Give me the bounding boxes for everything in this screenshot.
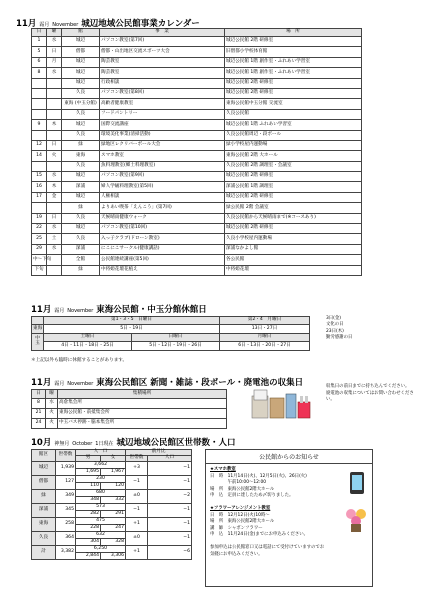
calendar-cell-k: 城辺 — [62, 37, 100, 47]
population-row — [32, 546, 192, 553]
population-table: 館区 世帯数 人 口 前月比 男 女 世帯数 人口 城辺 1,939 3,662 +3 −1 1,695 1,967 僧都 127 230 −1 −1 110 120 緑 349 680 ±0 −2 348 332 深浦 345 573 −1 −1 282 291 東海 258 475 +1 −1 228 247 久良 364 632 ±0 −1 304 328 計 3,382 6,250 +1 −6 2,844 3,306 — [31, 449, 192, 560]
calendar-cell-p: 緑公民館 2階 会議室 — [225, 203, 362, 213]
population-cell-t: 3,662 — [76, 462, 126, 469]
closed-days-title: 11月 霜月 November 東海公民館・中玉分館休館日 — [31, 305, 207, 315]
calendar-row — [32, 109, 362, 119]
mon-header: 月曜日 — [220, 334, 310, 342]
population-cell-m: 228 — [76, 525, 101, 532]
calendar-cell-k: 久良 — [62, 109, 100, 119]
sat-header: 土曜日 — [44, 334, 132, 342]
population-cell-m: 304 — [76, 539, 101, 546]
calendar-cell-k: 久良 — [62, 161, 100, 171]
calendar-cell-e: 入っ子クラブ(ドローン教室) — [100, 234, 225, 244]
closure-note: ＊上記以外も臨時に休館することがあります。 — [31, 358, 128, 363]
population-cell-t: 680 — [76, 490, 126, 497]
calendar-cell-d: 16 — [32, 182, 47, 192]
calendar-cell-d: 17 — [32, 192, 47, 202]
calendar-cell-w: 土 — [47, 234, 62, 244]
calendar-row — [32, 88, 362, 98]
calendar-cell-k: 全館 — [62, 255, 100, 265]
calendar-cell-k: 城辺 — [62, 192, 100, 202]
calendar-row — [32, 37, 362, 47]
calendar-cell-p: 東海公民館 2階 大ホール — [225, 151, 362, 161]
calendar-header-cell: 館 — [62, 29, 100, 37]
population-cell-h: 1,939 — [56, 462, 76, 476]
calendar-cell-e: 国際交流講座 — [100, 120, 225, 130]
population-row — [32, 532, 192, 539]
population-cell-dh: +1 — [126, 546, 148, 560]
recycle-items-icon — [250, 382, 314, 422]
population-cell-m: 348 — [76, 497, 101, 504]
calendar-cell-p: 城辺公民館 1階 ふれあい学習室 — [225, 120, 362, 130]
info-line: 講 師 シャボンフラワー — [210, 525, 263, 531]
calendar-header-cell: 日 — [32, 29, 47, 37]
population-cell-n: 深浦 — [32, 504, 56, 518]
calendar-cell-e: 高齢者健康教室 — [100, 99, 225, 109]
calendar-header-cell: 曜 — [47, 29, 62, 37]
calendar-cell-p: 久良小学校屋内運動場 — [225, 234, 362, 244]
info-line: ★スマホ教室 — [210, 467, 236, 472]
calendar-row — [32, 172, 362, 182]
calendar-cell-w: 月 — [47, 57, 62, 67]
population-cell-h: 364 — [56, 532, 76, 546]
calendar-cell-e: 僧都・山出地区交流スポーツ大会 — [100, 47, 225, 57]
info-line: 気軽にお申込みください。 — [210, 551, 263, 557]
population-cell-f: 332 — [101, 497, 126, 504]
calendar-row — [32, 140, 362, 150]
calendar-cell-d: 1 — [32, 37, 47, 47]
collection-cell-d: 21 — [32, 409, 46, 419]
calendar-cell-p: 東海公民館中玉分館 交流室 — [225, 99, 362, 109]
calendar-cell-w — [47, 88, 62, 98]
population-cell-h: 127 — [56, 476, 76, 490]
calendar-cell-e: 陶芸教室 — [100, 57, 225, 67]
calendar-cell-w: 水 — [47, 244, 62, 254]
calendar-cell-d: 14 — [32, 151, 47, 161]
calendar-cell-d — [32, 203, 47, 213]
calendar-cell-k: 城辺 — [62, 78, 100, 88]
population-cell-f: 3,306 — [101, 553, 126, 560]
calendar-cell-w — [47, 99, 62, 109]
population-cell-t: 573 — [76, 504, 126, 511]
population-cell-f: 247 — [101, 525, 126, 532]
sun-header: 日曜日 — [132, 334, 220, 342]
population-cell-n: 久良 — [32, 532, 56, 546]
calendar-cell-d — [32, 99, 47, 109]
info-line: 申 込 11月24日(金)までにお申込みください。 — [210, 532, 309, 538]
calendar-cell-p: 久良公民館から天候晴雨まで(※コースあり) — [225, 213, 362, 223]
calendar-cell-p: 中将姫花壇 — [225, 265, 362, 275]
calendar-cell-k: 深浦 — [62, 244, 100, 254]
calendar-cell-w: 日 — [47, 140, 62, 150]
population-row — [32, 462, 192, 469]
flower-icon — [342, 505, 370, 533]
collection-cell-p: 東海公民館・前抵集会所 — [58, 409, 227, 419]
population-cell-n: 緑 — [32, 490, 56, 504]
population-cell-n: 計 — [32, 546, 56, 560]
calendar-row — [32, 68, 362, 78]
calendar-cell-p: 城辺公民館 2階 研修室 — [225, 88, 362, 98]
calendar-row — [32, 57, 362, 67]
population-cell-dp: −1 — [148, 532, 192, 546]
collection-row — [32, 409, 227, 419]
population-cell-dp: −1 — [148, 518, 192, 532]
population-cell-h: 349 — [56, 490, 76, 504]
info-line: ★フラワーアレンジメント教室 — [210, 506, 271, 512]
calendar-cell-k: 東海 (中玉分館) — [62, 99, 100, 109]
calendar-cell-k: 城辺 — [62, 120, 100, 130]
calendar-cell-p: 深浦なかよし館 — [225, 244, 362, 254]
empty-cell — [32, 317, 44, 325]
collection-cell-w: 水 — [46, 399, 58, 409]
calendar-cell-k: 城辺 — [62, 224, 100, 234]
calendar-cell-p: 城辺公民館 2階 研修室 — [225, 192, 362, 202]
calendar-row — [32, 255, 362, 265]
population-cell-h: 258 — [56, 518, 76, 532]
calendar-cell-p: 久良公民館 2階 調理室・会議室 — [225, 161, 362, 171]
population-title: 10月 神無月 October 1日現在 城辺地域公民館区世帯数・人口 — [31, 438, 236, 448]
calendar-cell-e: にこにこサークル(健康講話) — [100, 244, 225, 254]
calendar-cell-w: 金 — [47, 192, 62, 202]
calendar-cell-e: 中将姫花壇花植え — [100, 265, 225, 275]
collection-row — [32, 399, 227, 409]
calendar-cell-k: 城辺 — [62, 68, 100, 78]
population-cell-dh: −1 — [126, 476, 148, 490]
calendar-cell-e: 人権相談 — [100, 192, 225, 202]
calendar-cell-e: パソコン教室(第10回) — [100, 224, 225, 234]
calendar-cell-e: 婦人学級料理教室(第5回) — [100, 182, 225, 192]
calendar-header-cell: 事 業 — [100, 29, 225, 37]
calendar-cell-w: 日 — [47, 47, 62, 57]
population-cell-f: 120 — [101, 483, 126, 490]
calendar-cell-k: 城辺 — [62, 172, 100, 182]
calendar-cell-w: 水 — [47, 37, 62, 47]
calendar-cell-w — [47, 109, 62, 119]
info-line: 日 時 12月12日(火)10時～ — [210, 512, 270, 518]
calendar-cell-w: 水 — [47, 224, 62, 234]
calendar-cell-e: 天候晴雨健康ウォーク — [100, 213, 225, 223]
population-cell-dh: ±0 — [126, 532, 148, 546]
population-cell-h: 3,382 — [56, 546, 76, 560]
calendar-row — [32, 203, 362, 213]
calendar-cell-w — [47, 265, 62, 275]
calendar-cell-w: 木 — [47, 120, 62, 130]
calendar-cell-e: フードパントリー — [100, 109, 225, 119]
population-cell-dh: +3 — [126, 462, 148, 476]
calendar-cell-p: 城辺公民館 1階 創作室・ふれあい学習室 — [225, 57, 362, 67]
calendar-cell-e: 環境美化事業(清掃活動) — [100, 130, 225, 140]
calendar-cell-w: 日 — [47, 213, 62, 223]
population-cell-dp: −1 — [148, 476, 192, 490]
population-cell-m: 2,844 — [76, 553, 101, 560]
sat-dates: 4日・11日・18日・25日 — [44, 342, 132, 351]
calendar-cell-w — [47, 78, 62, 88]
tokai-week2: 第2・4 月曜日 — [220, 317, 310, 325]
calendar-cell-k: 緑 — [62, 265, 100, 275]
population-cell-t: 632 — [76, 532, 126, 539]
population-row — [32, 476, 192, 483]
calendar-cell-d: 6 — [32, 57, 47, 67]
collection-cell-p: 高倉集会所 — [58, 399, 227, 409]
calendar-cell-p: 久良公民館 — [225, 109, 362, 119]
population-cell-f: 328 — [101, 539, 126, 546]
calendar-row — [32, 182, 362, 192]
calendar-row — [32, 78, 362, 88]
population-cell-n: 東海 — [32, 518, 56, 532]
calendar-cell-d: 19 — [32, 213, 47, 223]
calendar-row — [32, 47, 362, 57]
calendar-cell-w: 火 — [47, 151, 62, 161]
info-line: 参加申込は公民館窓口又は電話にて受付けていますのでお — [210, 545, 325, 551]
calendar-row — [32, 244, 362, 254]
population-cell-t: 6,250 — [76, 546, 126, 553]
calendar-cell-w: 水 — [47, 172, 62, 182]
info-line: 午前10:00～12:00 — [210, 480, 267, 486]
calendar-cell-d: 8 — [32, 68, 47, 78]
info-title: 公民館からのお知らせ — [206, 450, 372, 464]
calendar-cell-d: 5 — [32, 47, 47, 57]
calendar-cell-w — [47, 203, 62, 213]
calendar-title: 11月 霜月 November 城辺地域公民館事業カレンダー — [16, 19, 200, 29]
collection-note: 収集日の前日までに持ち込んでください。 廃電池の収集についてはお問い合わせください。 — [326, 384, 414, 403]
calendar-cell-p: 久良公民館周辺・段ボール — [225, 130, 362, 140]
calendar-cell-e: パソコン教室(第7回) — [100, 37, 225, 47]
event-calendar-table — [31, 28, 362, 276]
calendar-cell-d: 中～下旬 — [32, 255, 47, 265]
population-cell-m: 110 — [76, 483, 101, 490]
calendar-cell-d: 15 — [32, 172, 47, 182]
calendar-row — [32, 120, 362, 130]
calendar-header-row — [32, 29, 362, 37]
calendar-cell-e: パソコン教室(第9回) — [100, 172, 225, 182]
calendar-cell-e: 緑地区レクリバーボール大会 — [100, 140, 225, 150]
info-line: 場 所 東海公民館2階大ホール — [210, 519, 275, 525]
collection-cell-w: 火 — [46, 419, 58, 429]
calendar-cell-e: パソコン教室(第8回) — [100, 88, 225, 98]
population-row — [32, 490, 192, 497]
population-row — [32, 504, 192, 511]
calendar-row — [32, 213, 362, 223]
collection-cell-p: 中玉バス停跡・脇本集会所 — [58, 419, 227, 429]
calendar-cell-p: 城辺公民館 2階 研修室 — [225, 37, 362, 47]
calendar-cell-d: 12 — [32, 140, 47, 150]
calendar-row — [32, 192, 362, 202]
collection-cell-d: 8 — [32, 399, 46, 409]
calendar-cell-p: 城辺公民館 1階 創作室・ふれあい学習室 — [225, 68, 362, 78]
info-line: 申 込 定員に達したため〆切りました。 — [210, 493, 294, 499]
tokai-dates1: 5日・19日 — [44, 325, 220, 334]
calendar-cell-w: 木 — [47, 182, 62, 192]
population-cell-dh: ±0 — [126, 490, 148, 504]
tokai-week1: 第1・3・5 日曜日 — [44, 317, 220, 325]
population-cell-dp: −1 — [148, 504, 192, 518]
calendar-cell-k: 久良 — [62, 88, 100, 98]
population-cell-dp: −6 — [148, 546, 192, 560]
calendar-row — [32, 234, 362, 244]
calendar-cell-d: 25 — [32, 234, 47, 244]
calendar-cell-k: 城辺 — [62, 57, 100, 67]
mon-dates: 6日・13日・20日・27日 — [220, 342, 310, 351]
holiday-note: 3日(金) 文化の日 23日(木) 勤労感謝の日 — [326, 316, 353, 341]
row-tokai: 東海 — [32, 325, 44, 334]
collection-row — [32, 419, 227, 429]
calendar-cell-d: 29 — [32, 244, 47, 254]
calendar-cell-w: 水 — [47, 68, 62, 78]
sun-dates: 5日・12日・19日・26日 — [132, 342, 220, 351]
calendar-cell-k: 僧都 — [62, 47, 100, 57]
population-cell-m: 282 — [76, 511, 101, 518]
row-nakadama: 中玉 — [32, 334, 44, 351]
closed-days-table — [31, 316, 310, 351]
calendar-cell-p: 城辺公民館 2階 研修室 — [225, 224, 362, 234]
population-cell-m: 1,695 — [76, 469, 101, 476]
population-row — [32, 518, 192, 525]
calendar-row — [32, 224, 362, 234]
calendar-cell-p: 城辺公民館 2階 研修室 — [225, 172, 362, 182]
calendar-cell-e: スマホ教室 — [100, 151, 225, 161]
population-cell-h: 345 — [56, 504, 76, 518]
calendar-cell-w — [47, 130, 62, 140]
calendar-row — [32, 161, 362, 171]
info-line: 場 所 東海公民館2階大ホール — [210, 486, 275, 492]
calendar-cell-k: 久良 — [62, 130, 100, 140]
calendar-cell-d — [32, 88, 47, 98]
population-cell-dp: −1 — [148, 462, 192, 476]
calendar-cell-d — [32, 161, 47, 171]
tokai-dates2: 13日・27日 — [220, 325, 310, 334]
population-cell-f: 291 — [101, 511, 126, 518]
population-cell-dh: +1 — [126, 518, 148, 532]
population-cell-n: 城辺 — [32, 462, 56, 476]
population-cell-dp: −2 — [148, 490, 192, 504]
smartphone-icon — [345, 470, 369, 496]
calendar-cell-e: 行政相談 — [100, 78, 225, 88]
calendar-cell-k: 深浦 — [62, 182, 100, 192]
calendar-cell-e: 公民館連続講座(第5回) — [100, 255, 225, 265]
population-cell-n: 僧都 — [32, 476, 56, 490]
calendar-cell-d: 下旬 — [32, 265, 47, 275]
collection-cell-d: 24 — [32, 419, 46, 429]
calendar-cell-k: 緑 — [62, 203, 100, 213]
population-cell-dh: −1 — [126, 504, 148, 518]
calendar-header-cell: 場 所 — [225, 29, 362, 37]
calendar-row — [32, 151, 362, 161]
collection-table: 日 曜 集積場所 8 水 高倉集会所 21 火 東海公民館・前抵集会所 24 火 中玉バス停跡・脇本集会所 — [31, 389, 227, 429]
calendar-cell-w — [47, 161, 62, 171]
calendar-cell-k: 久良 — [62, 234, 100, 244]
calendar-cell-p: 城辺公民館 2階 研修室 — [225, 78, 362, 88]
collection-title: 11月 霜月 November 東海公民館区 新聞・雑誌・段ボール・廃電池の収集日 — [31, 378, 304, 388]
calendar-cell-d: 22 — [32, 224, 47, 234]
calendar-cell-k: 久良 — [62, 213, 100, 223]
calendar-cell-p: 旧僧都小学校体育館 — [225, 47, 362, 57]
population-cell-t: 230 — [76, 476, 126, 483]
calendar-row — [32, 265, 362, 275]
calendar-cell-e: 陶芸教室 — [100, 68, 225, 78]
population-cell-t: 475 — [76, 518, 126, 525]
calendar-cell-d — [32, 109, 47, 119]
info-line: 日 時 11月14日(火)、12月5日(火)、26日(火) — [210, 473, 307, 479]
calendar-cell-p: 緑小学校屋内運動場 — [225, 140, 362, 150]
calendar-row — [32, 130, 362, 140]
calendar-cell-p: 各公民館 — [225, 255, 362, 265]
calendar-cell-e: 魚料理教室(郷土料理教室) — [100, 161, 225, 171]
calendar-cell-d — [32, 130, 47, 140]
calendar-cell-k: 東海 — [62, 151, 100, 161]
calendar-cell-d — [32, 78, 47, 88]
population-cell-f: 1,967 — [101, 469, 126, 476]
calendar-row — [32, 99, 362, 109]
calendar-cell-e: よりあい喫茶「えんこう」(第7回) — [100, 203, 225, 213]
collection-cell-w: 火 — [46, 409, 58, 419]
calendar-cell-p: 深浦公民館 1階 調理室 — [225, 182, 362, 192]
calendar-cell-k: 緑 — [62, 140, 100, 150]
calendar-cell-d: 9 — [32, 120, 47, 130]
